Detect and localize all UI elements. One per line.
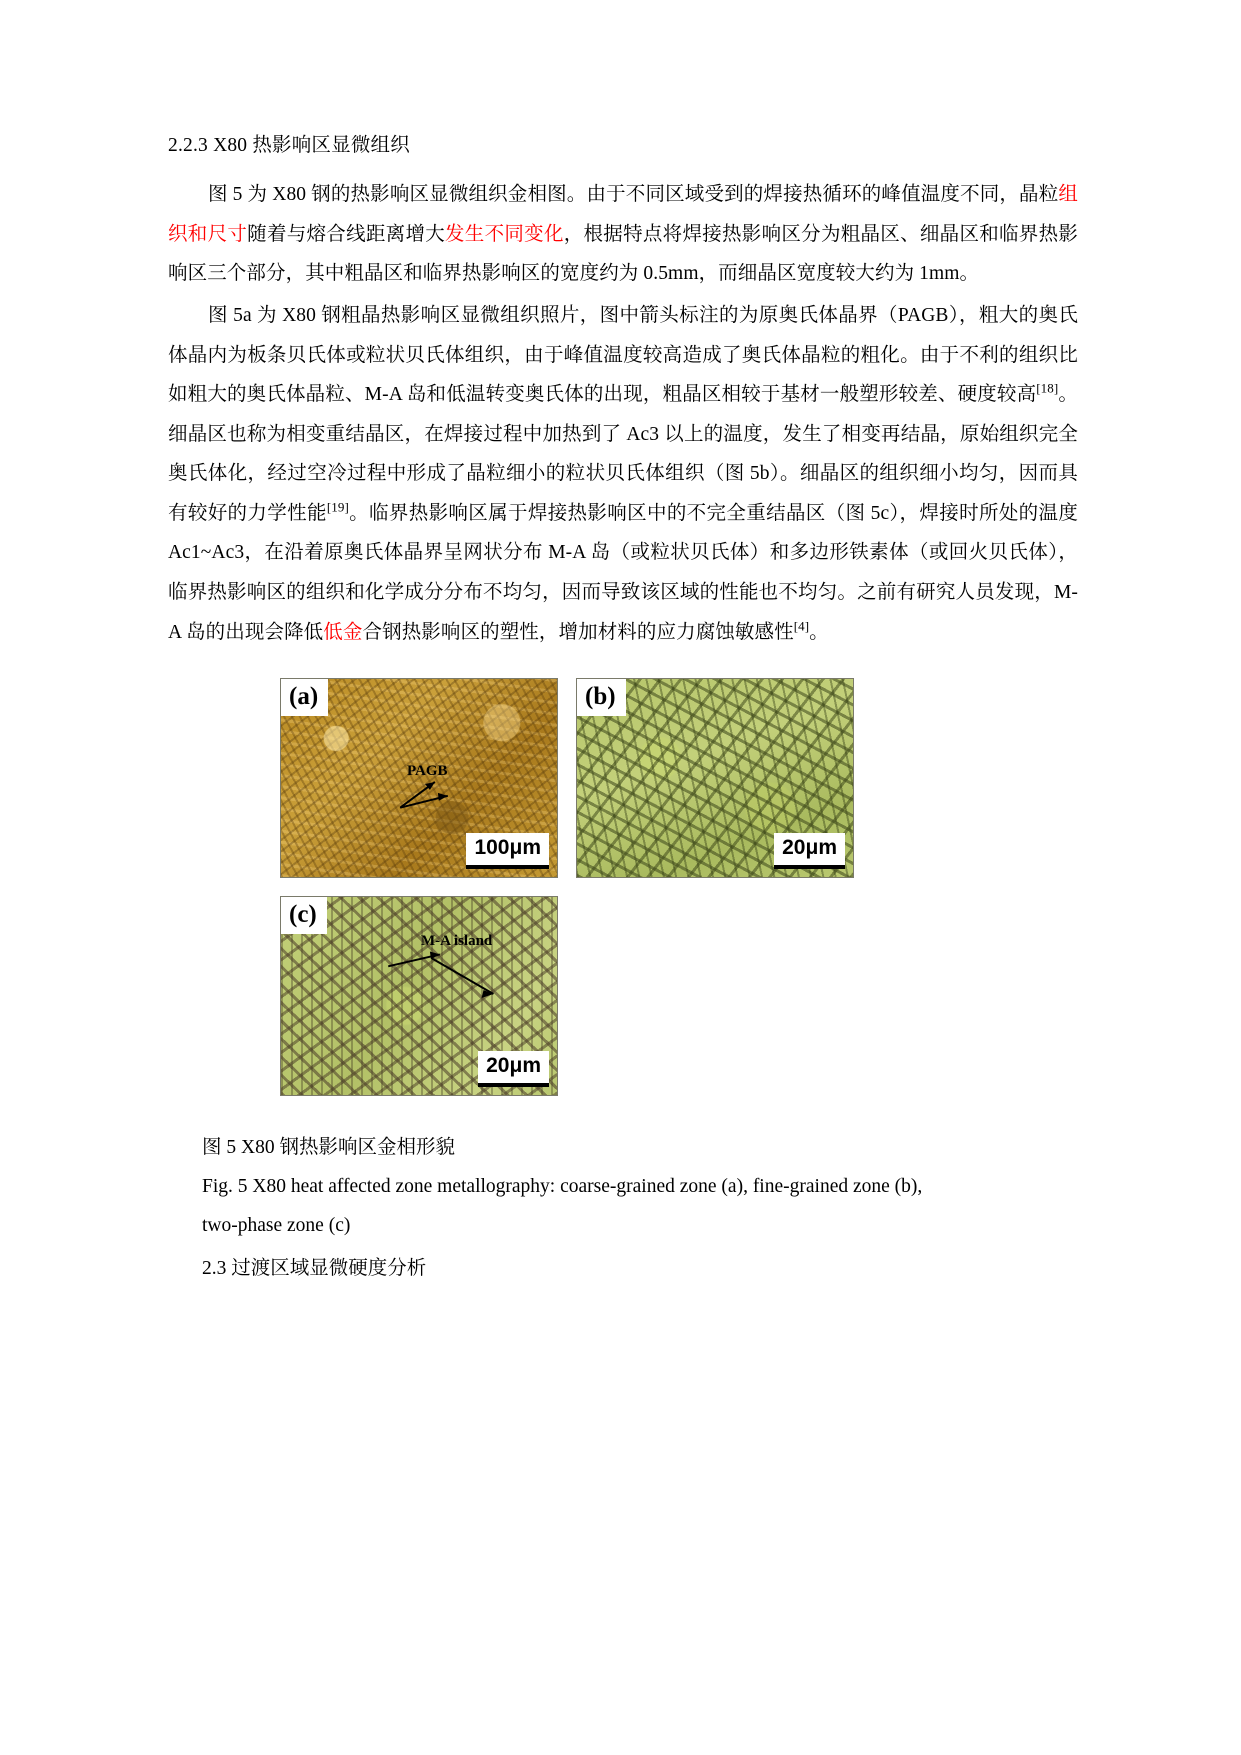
panel-label-c: (c) [281,897,327,934]
figure-caption-en-line1: Fig. 5 X80 heat affected zone metallography: coarse-grained zone (a), fine-grained zone (b), [202,1176,923,1198]
scalebar-c: 20μm [478,1051,549,1087]
reference-superscript: [19] [326,499,349,515]
next-section-heading: 2.3 过渡区域显微硬度分析 [202,1258,427,1280]
page-content [168,130,1078,1288]
figure-panel-c [280,896,558,1096]
highlighted-text: 发生不同变化 [445,223,564,245]
annotation-ma-island: M-A island [421,933,493,950]
panel-label-a: (a) [281,679,328,716]
panel-label-b: (b) [577,679,626,716]
highlighted-text: 组织和尺寸 [168,184,1078,245]
section-heading: 2.2.3 X80 热影响区显微组织 [168,135,410,156]
figure-panel-a [280,678,558,878]
body-text: 。细晶区也称为相变重结晶区，在焊接过程中加热到了 Ac3 以上的温度，发生了相变再结晶，原始组织完全奥氏体化，经过空冷过程中形成了晶粒细小的粒状贝氏体组织（图 5b）。细晶区的组织细小均匀，因而具有较好的力学性能 [168,384,1078,524]
body-text: 图 5a 为 X80 钢粗晶热影响区显微组织照片，图中箭头标注的为原奥氏体晶界（PAGB），粗大的奥氏体晶内为板条贝氏体或粒状贝氏体组织，由于峰值温度较高造成了奥氏体晶粒的粗化。由于不利的组织比如粗大的奥氏体晶粒、M-A 岛和低温转变奥氏体的出现，粗晶区相较于基材一般塑形较差、硬度较高 [168,304,1078,406]
highlighted-text: 低金 [323,621,363,643]
body-text: 随着与熔合线距离增大 [247,223,446,245]
body-text: 。临界热影响区属于焊接热影响区中的不完全重结晶区（图 5c），焊接时所处的温度 Ac1~Ac3，在沿着原奥氏体晶界呈网状分布 M-A 岛（或粒状贝氏体）和多边形铁素体（或回火贝氏体），临界热影响区的组织和化学成分分布不均匀，因而导致该区域的性能也不均匀。之前有研究人员发现，M-A 岛的出现会降低 [168,502,1078,643]
scalebar-b: 20μm [774,833,845,869]
figure-caption-en-line2: two-phase zone (c) [202,1215,351,1237]
body-text: ，根据特点将焊接热影响区分为粗晶区、细晶区和临界热影响区三个部分，其中粗晶区和临界热影响区的宽度约为 0.5mm，而细晶区宽度较大约为 1mm。 [168,223,1078,285]
annotation-pagb: PAGB [407,763,448,780]
body-text: 图 5 为 X80 钢的热影响区显微组织金相图。由于不同区域受到的焊接热循环的峰值温度不同，晶粒 [207,184,1059,206]
body-text: 。 [809,621,829,643]
paragraph-1 [168,175,1078,294]
body-text: 合钢热影响区的塑性，增加材料的应力腐蚀敏感性 [362,621,794,643]
paragraph-2 [168,296,1078,652]
figure-caption-cn: 图 5 X80 钢热影响区金相形貌 [202,1137,455,1159]
reference-superscript: [18] [1036,380,1059,396]
figure-5 [168,678,1078,1108]
figure-panel-b [576,678,854,878]
scalebar-a: 100μm [466,833,549,869]
reference-superscript: [4] [793,618,810,634]
